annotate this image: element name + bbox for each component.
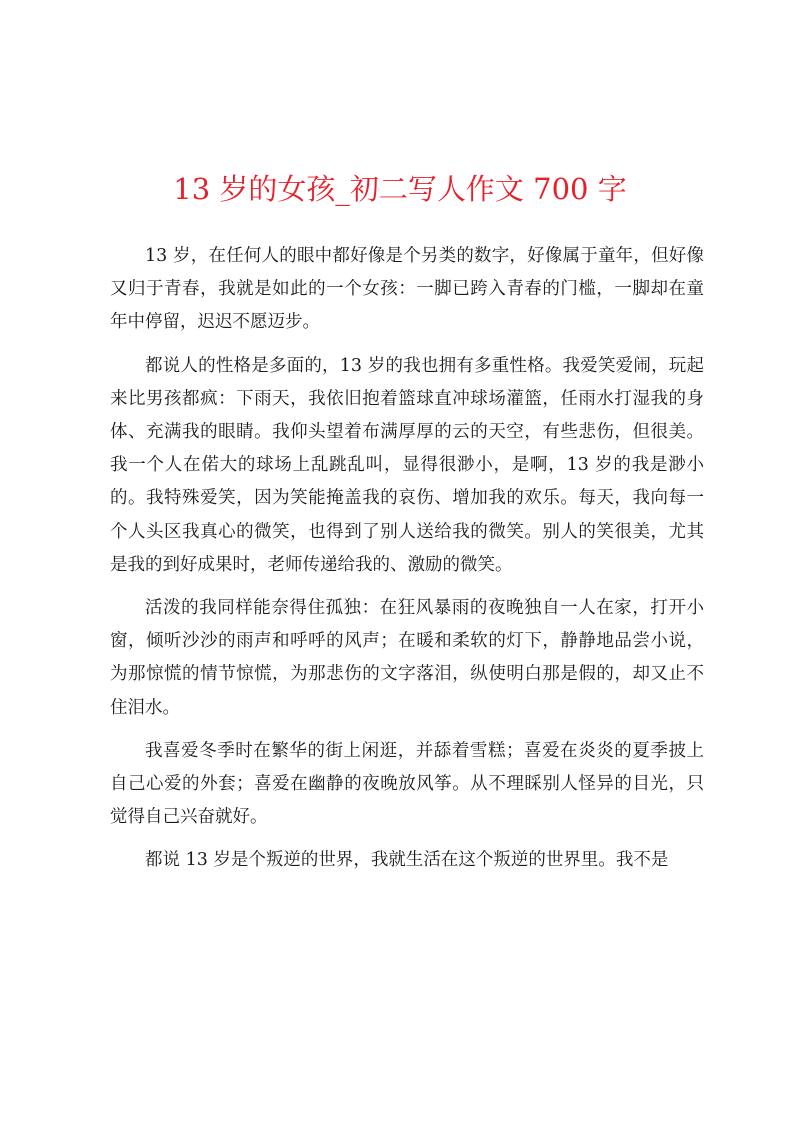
- paragraph: 活泼的我同样能奈得住孤独：在狂风暴雨的夜晚独自一人在家，打开小窗，倾听沙沙的雨声和呼呼的风声；在暖和柔软的灯下，静静地品尝小说，为那惊慌的情节惊慌，为那悲伤的文字落泪，纵使明白那是假的，却又止不住泪水。: [110, 598, 704, 718]
- paragraph: 都说人的性格是多面的，13 岁的我也拥有多重性格。我爱笑爱闹，玩起来比男孩都疯：下雨天，我依旧抱着篮球直冲球场灌篮，任雨水打湿我的身体、充满我的眼睛。我仰头望着布满厚厚的云的天空，有些悲伤，但很美。我一个人在偌大的球场上乱跳乱叫，显得很渺小，是啊，13 岁的我是渺小的。我特殊爱笑，因为笑能掩盖我的哀伤、增加我的欢乐。每天，我向每一个人头区我真心的微笑，也得到了别人送给我的微笑。别人的笑很美，尤其是我的到好成果时，老师传递给我的、激励的微笑。: [110, 355, 704, 575]
- document-title: 13 岁的女孩_初二写人作文 700 字: [173, 172, 627, 206]
- paragraph: 我喜爱冬季时在繁华的街上闲逛，并舔着雪糕；喜爱在炎炎的夏季披上自己心爱的外套；喜爱在幽静的夜晚放风筝。从不理睬别人怪异的目光，只觉得自己兴奋就好。: [110, 740, 704, 828]
- paragraph: 都说 13 岁是个叛逆的世界，我就生活在这个叛逆的世界里。我不是: [145, 850, 669, 871]
- paragraph: 13 岁，在任何人的眼中都好像是个另类的数字，好像属于童年，但好像又归于青春，我就是如此的一个女孩：一脚已跨入青春的门槛，一脚却在童年中停留，迟迟不愿迈步。: [110, 246, 704, 333]
- document-body: [110, 240, 704, 888]
